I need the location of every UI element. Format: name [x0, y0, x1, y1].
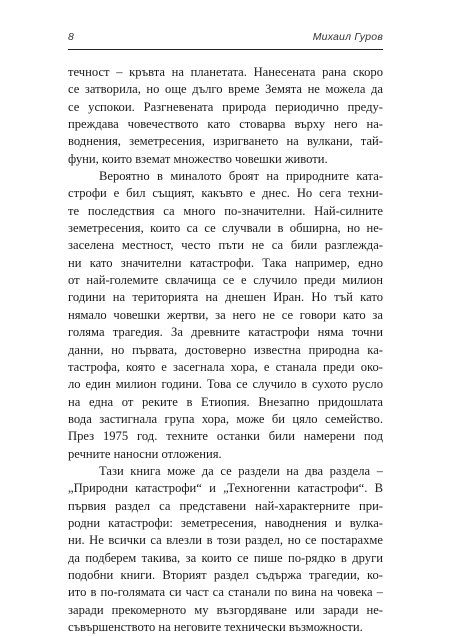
paragraph: [68, 64, 383, 168]
text-line: заселена местност, често пъти не са били разглежда-: [68, 238, 383, 253]
text-line: „Природни катастрофи“ и „Техногенни катастрофи“. В: [68, 481, 383, 496]
text-line: Тази книга може да се раздели на два раздела –: [99, 463, 383, 478]
text-line: от най-големите свлачища се е случило преди милион: [68, 273, 383, 288]
text-line: подобни книги. Вторият раздел съдържа трагедии, ко-: [68, 567, 383, 582]
text-line: Вероятно в миналото броят на природните ката-: [99, 169, 383, 184]
page-number: 8: [68, 31, 74, 43]
running-head-author: Михаил Гуров: [312, 31, 383, 43]
text-line: фуни, които вземат множество човешки животи.: [68, 151, 328, 166]
page-header: [68, 29, 383, 50]
text-line: се успокои. Разгневената природа периодично преду-: [68, 99, 383, 114]
text-line: години на територията на днешен Иран. Но тъй като: [68, 290, 383, 305]
text-line: родни катастрофи: земетресения, наводнения и вулка-: [68, 515, 383, 530]
text-line: тастрофа, която е засегнала хора, е станала преди око-: [68, 359, 383, 374]
text-line: те последствия са много по-значителни. Най-силните: [68, 203, 383, 218]
text-line: ито в по-голямата си част са станали по вина на човека –: [68, 585, 383, 600]
text-line: земетресения, които са се случвали в обширна, но не-: [68, 221, 383, 236]
text-line: заради прекомерното му възгордяване или заради не-: [68, 602, 383, 617]
text-line: ни като значителни катастрофи. Така например, едно: [68, 255, 383, 270]
text-line: През 1975 год. техните останки били намерени под: [68, 429, 383, 444]
body-text: [68, 64, 383, 636]
text-line: нямало човешки жертви, за него не се говори като за: [68, 307, 383, 322]
text-line: преждава човечеството като стоварва върху него на-: [68, 117, 383, 132]
text-line: данни, но първата, достоверно известна природна ка-: [68, 342, 383, 357]
text-line: ни. Не всички са влезли в този раздел, но се постарахме: [68, 533, 383, 548]
text-line: голяма трагедия. За древните катастрофи няма точни: [68, 325, 383, 340]
text-line: първия раздел са представени най-характерните при-: [68, 498, 383, 513]
text-line: вода застигнала група хора, може би цяло семейство.: [68, 411, 383, 426]
text-line: течност – кръвта на планетата. Нанесената рана скоро: [68, 65, 383, 79]
text-line: воднения, земетресения, изригването на вулкани, тай-: [68, 134, 383, 149]
text-line: ло един милион години. Това се случило в сухото русло: [68, 377, 383, 392]
text-line: строфи е бил същият, какъвто е днес. Но сега техни-: [68, 186, 383, 201]
text-line: се затворила, но още дълго време Земята не можела да: [68, 82, 383, 97]
text-line: на една от реките в Етиопия. Внезапно придошлата: [68, 394, 383, 409]
text-line: речните наносни отложения.: [68, 446, 222, 461]
text-line: да подберем такива, за които се пише по-рядко в други: [68, 550, 383, 565]
paragraph: [68, 168, 383, 463]
paragraph: [68, 463, 383, 636]
text-line: съвършенството на неговите технически възможности.: [68, 620, 363, 634]
